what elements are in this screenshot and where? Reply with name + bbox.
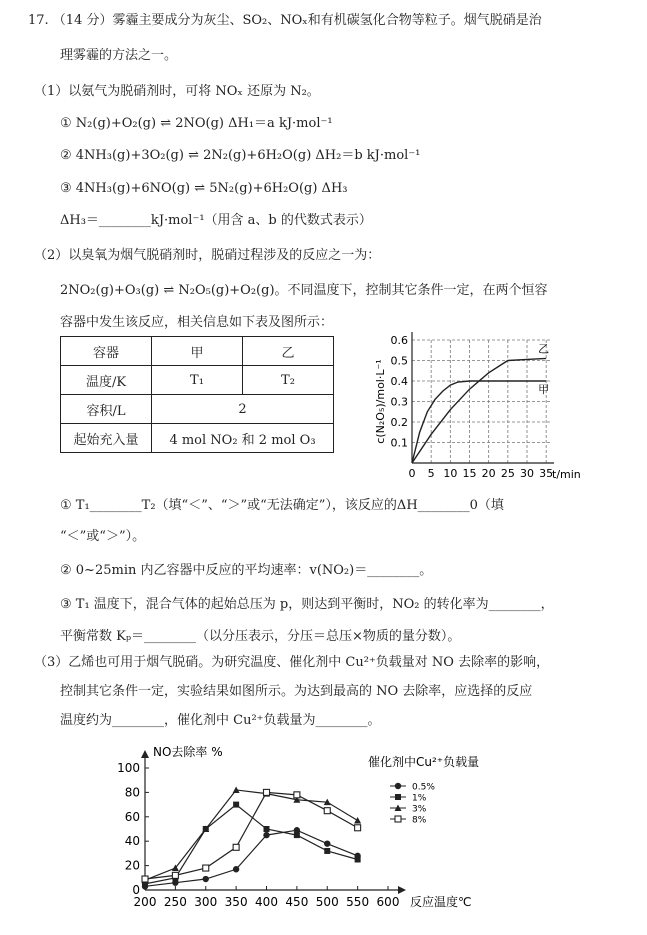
- part1-eq3: ③ 4NH₃(g)+6NO(g) ⇌ 5N₂(g)+6H₂O(g) ΔH₃: [60, 181, 348, 196]
- table-row: [61, 424, 334, 453]
- data-point: [294, 832, 300, 838]
- part2-intro: （2）以臭氧为烟气脱硝剂时，脱硝过程涉及的反应之一为：: [34, 248, 381, 263]
- x-tick-label: 400: [255, 895, 278, 909]
- y-tick-label: 100: [117, 761, 140, 775]
- legend-marker: [395, 794, 401, 800]
- data-point: [355, 857, 361, 863]
- data-point: [233, 844, 239, 850]
- table-row: [61, 337, 334, 366]
- x-tick-label: 550: [346, 895, 370, 909]
- y-tick-label: 60: [124, 809, 140, 824]
- legend-label: 8%: [412, 815, 427, 826]
- y-tick-label: 0: [132, 883, 140, 897]
- x-tick-label: 15: [462, 467, 477, 480]
- y-tick-label: 0.2: [390, 416, 408, 429]
- x-tick-label: 600: [376, 895, 400, 909]
- x-axis-label: 反应温度℃: [410, 895, 472, 909]
- legend-label: 0.5%: [412, 782, 435, 793]
- part2-equation-cont: 容器中发生该反应，相关信息如下表及图所示：: [60, 315, 334, 330]
- part2-equation: 2NO₂(g)+O₃(g) ⇌ N₂O₅(g)+O₂(g)。不同温度下，控制其它条件一定，在两个恒容: [60, 283, 548, 298]
- x-tick-label: 35: [539, 467, 554, 480]
- table-cell: 4 mol NO₂ 和 2 mol O₃: [152, 424, 334, 453]
- x-axis-arrow: [398, 886, 406, 894]
- x-tick-label: 200: [133, 895, 157, 909]
- series-line: [412, 358, 546, 463]
- table-cell: 起始充入量: [61, 424, 152, 453]
- table-cell: 容积/L: [61, 395, 152, 424]
- x-tick-label: 500: [315, 895, 339, 909]
- no-removal-chart: [100, 738, 530, 923]
- legend-label: 1%: [412, 793, 427, 804]
- x-tick-label: 20: [481, 467, 496, 480]
- series-label: 甲: [538, 383, 550, 396]
- part3-line-3: 温度约为________，催化剂中 Cu²⁺负载量为________。: [60, 713, 381, 728]
- table-row: [61, 366, 334, 395]
- table-cell: 温度/K: [61, 366, 152, 395]
- table-cell: T₁: [152, 366, 243, 395]
- part3-line-1: （3）乙烯也可用于烟气脱硝。为研究温度、催化剂中 Cu²⁺负载量对 NO 去除率的影响，: [34, 655, 550, 670]
- data-point: [354, 817, 361, 824]
- part1-eq2: ② 4NH₃(g)+3O₂(g) ⇌ 2N₂(g)+6H₂O(g) ΔH₂＝b kJ·mol⁻¹: [60, 148, 421, 163]
- part2-q1-line2: “＜”或“＞”）。: [60, 529, 146, 544]
- y-tick-label: 0.3: [390, 395, 408, 409]
- data-point: [355, 825, 361, 831]
- y-tick-label: 0.4: [390, 375, 408, 388]
- part1-intro: （1）以氨气为脱硝剂时，可将 NOₓ 还原为 N₂。: [34, 84, 320, 99]
- y-axis-arrow: [141, 750, 149, 758]
- data-point: [264, 826, 270, 832]
- y-tick-label: 20: [124, 858, 140, 873]
- x-tick-label: 5: [427, 467, 435, 480]
- part2-q3-line1: ③ T₁ 温度下，混合气体的起始总压为 p，则达到平衡时，NO₂ 的转化率为________，: [60, 597, 554, 612]
- y-axis-label: c(N₂O₅)/mol·L⁻¹: [374, 359, 387, 444]
- data-point: [142, 876, 148, 882]
- data-point: [172, 872, 178, 878]
- data-point: [324, 840, 330, 846]
- x-tick-label: 450: [285, 895, 309, 909]
- part1-question: ΔH₃＝________kJ·mol⁻¹（用含 a、b 的代数式表示）: [60, 213, 372, 228]
- x-tick-label: 250: [163, 895, 187, 909]
- data-point: [203, 876, 209, 882]
- legend-marker: [395, 816, 401, 822]
- x-axis-label: t/min: [552, 468, 581, 481]
- data-point: [233, 866, 239, 872]
- data-point: [324, 808, 330, 814]
- y-tick-label: 0.6: [390, 334, 408, 347]
- part1-eq1: ① N₂(g)+O₂(g) ⇌ 2NO(g) ΔH₁＝a kJ·mol⁻¹: [60, 116, 333, 131]
- table-cell: 甲: [152, 337, 243, 366]
- x-tick-label: 30: [520, 467, 534, 480]
- data-point: [324, 848, 330, 854]
- x-tick-label: 0: [408, 467, 416, 480]
- y-tick-label: 80: [124, 785, 140, 800]
- data-point: [294, 792, 300, 798]
- legend-marker: [395, 783, 401, 789]
- table-cell: T₂: [243, 366, 334, 395]
- x-tick-label: 350: [224, 895, 248, 909]
- legend-label: 3%: [412, 804, 427, 815]
- table-cell: 2: [152, 395, 334, 424]
- table-cell: 容器: [61, 337, 152, 366]
- container-table: [60, 336, 334, 453]
- x-tick-label: 10: [443, 467, 458, 480]
- part2-q3-line2: 平衡常数 Kₚ＝________（以分压表示，分压＝总压×物质的量分数）。: [60, 629, 461, 644]
- series-label: 乙: [538, 342, 550, 356]
- part2-q2: ② 0~25min 内乙容器中反应的平均速率：v(NO₂)＝________。: [60, 563, 433, 578]
- table-cell: 乙: [243, 337, 334, 366]
- part3-line-2: 控制其它条件一定，实验结果如图所示。为达到最高的 NO 去除率，应选择的反应: [60, 684, 533, 699]
- table-row: [61, 395, 334, 424]
- n2o5-chart: [360, 328, 620, 488]
- data-point: [263, 832, 269, 838]
- x-tick-label: 25: [500, 467, 515, 480]
- x-tick-label: 300: [194, 895, 218, 909]
- data-point: [203, 865, 209, 871]
- legend-title: 催化剂中Cu²⁺负载量: [368, 755, 480, 769]
- y-tick-label: 0.1: [390, 436, 408, 450]
- data-point: [264, 789, 270, 795]
- y-tick-label: 40: [124, 834, 140, 849]
- y-tick-label: 0.5: [390, 354, 408, 368]
- y-axis-label: NO去除率 %: [153, 745, 223, 759]
- question-line-2: 理雾霾的方法之一。: [60, 48, 178, 63]
- data-point: [233, 802, 239, 808]
- question-line-1: 17. （14 分）雾霾主要成分为灰尘、SO₂、NOₓ和有机碳氢化合物等粒子。烟气脱硝是治: [28, 13, 542, 28]
- part2-q1-line1: ① T₁________T₂（填“＜”、“＞”或“无法确定”），该反应的ΔH________0（填: [60, 498, 504, 513]
